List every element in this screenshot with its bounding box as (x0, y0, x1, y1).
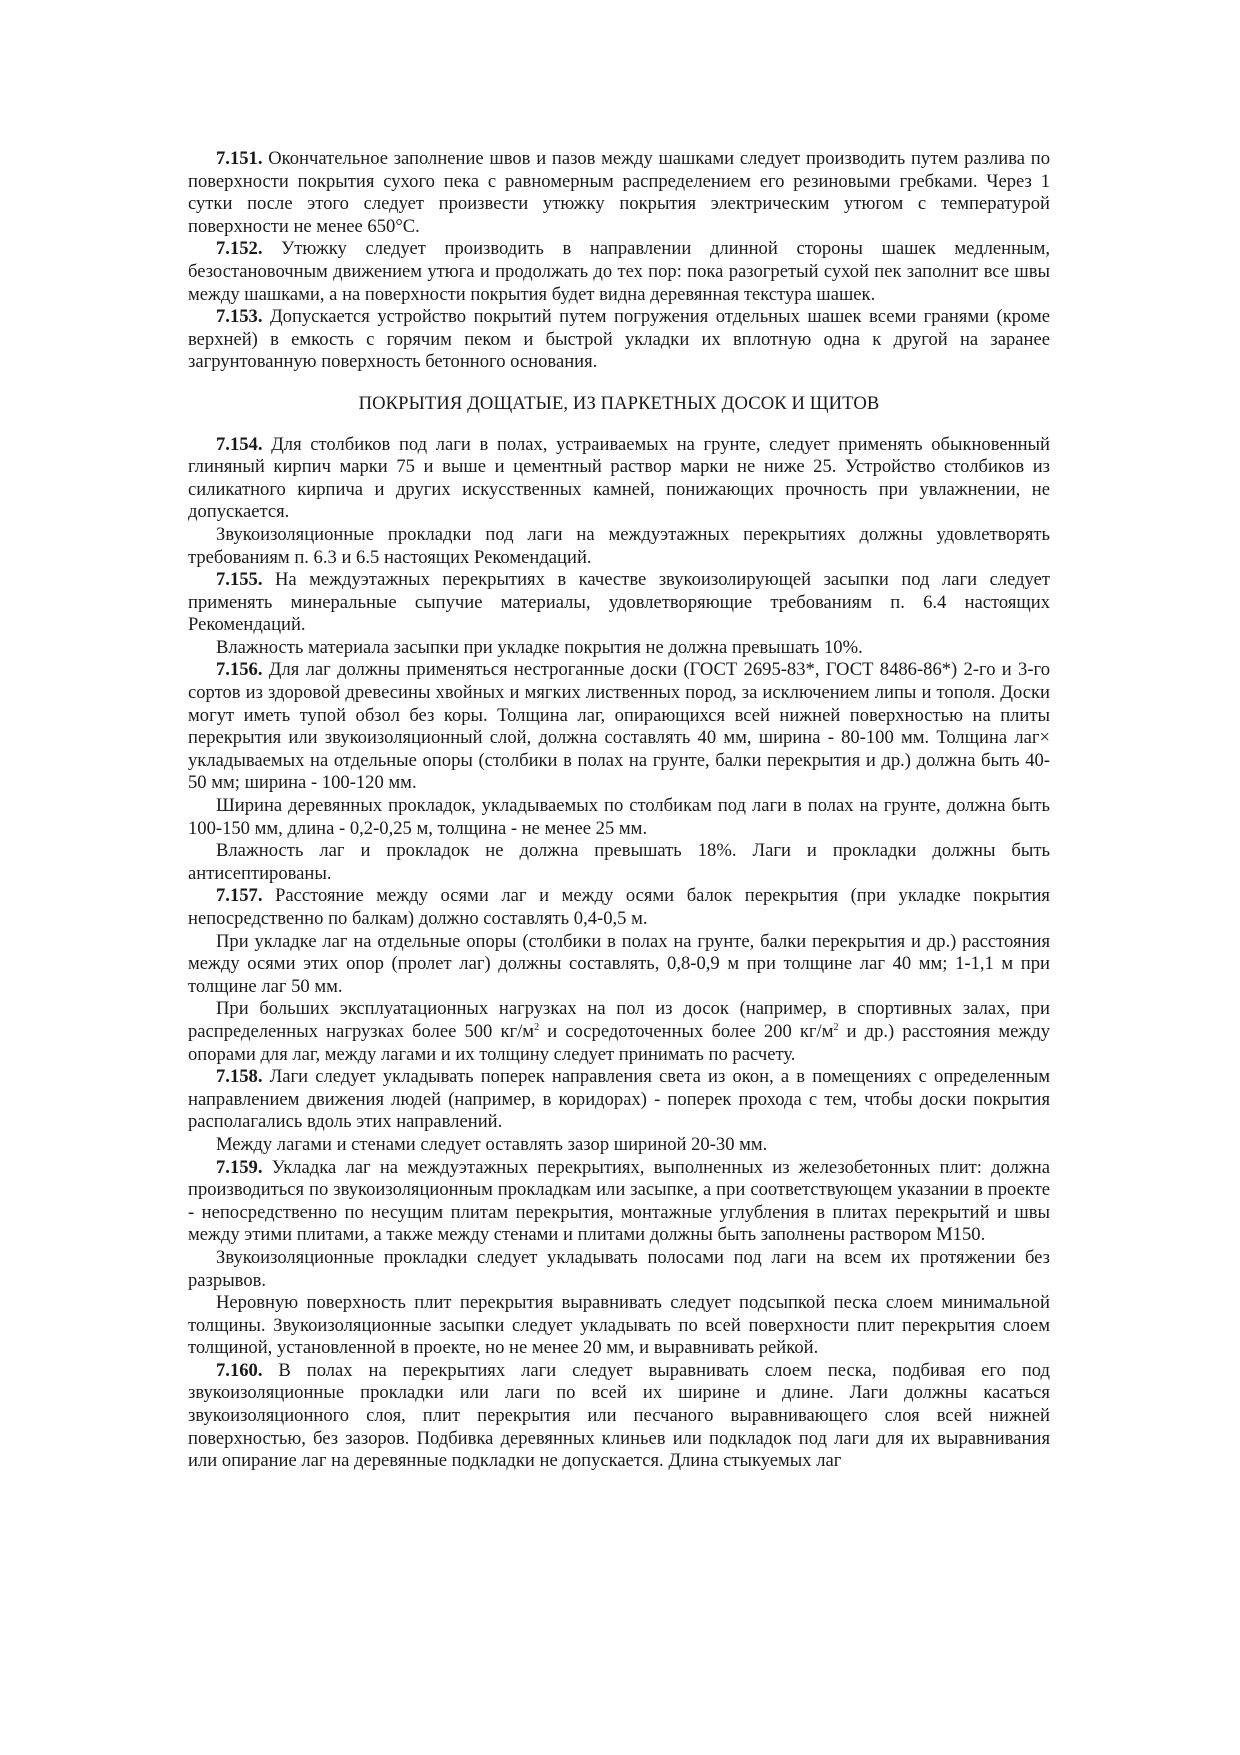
paragraph-text: Влажность материала засыпки при укладке покрытия не должна превышать 10%. (216, 636, 863, 658)
paragraph-text: Укладка лаг на междуэтажных перекрытиях, выполненных из железобетонных плит: должна производиться по звукоизоляционным прокладкам или засыпке, а при соответствующем указании в проекте - непосредственно по несущим плитам перекрытия, монтажные углубления в плитах перекрытий и швы между этими плитами, а также между стенами и плитами должны быть заполнены раствором М150. (188, 1156, 1050, 1246)
paragraph-text: При больших эксплуатационных нагрузках на пол из досок (например, в спортивных залах, при распределенных нагрузках более 500 кг/м (188, 998, 1050, 1042)
paragraph-text: Неровную поверхность плит перекрытия выравнивать следует подсыпкой песка слоем минимальной толщины. Звукоизоляционные засыпки следует укладывать по всей поверхности плит перекрытия слоем толщиной, установленной в проекте, но не менее 20 мм, и выравнивать рейкой. (188, 1292, 1050, 1359)
paragraph (188, 1247, 1050, 1292)
paragraph-text: Допускается устройство покрытий путем погружения отдельных шашек всеми гранями (кроме верхней) в емкость с горячим пеком и быстрой укладки их вплотную одна к другой на заранее загрунтованную поверхность бетонного основания. (188, 306, 1050, 373)
paragraph-text: При укладке лаг на отдельные опоры (столбики в полах на грунте, балки перекрытия и др.) расстояния между осями этих опор (пролет лаг) должны составлять, 0,8-0,9 м при толщине лаг 40 мм; 1-1,1 м при толщине лаг 50 мм. (188, 930, 1050, 997)
paragraph-7-153 (188, 306, 1050, 374)
paragraph-7-155 (188, 569, 1050, 637)
paragraph (188, 524, 1050, 569)
paragraph (188, 637, 1050, 660)
clause-number: 7.151. (216, 148, 263, 169)
clause-number: 7.159. (216, 1156, 263, 1178)
paragraph (188, 1292, 1050, 1360)
paragraph (188, 840, 1050, 885)
paragraph-text: Ширина деревянных прокладок, укладываемых по столбикам под лаги в полах на грунте, должна быть 100-150 мм, длина - 0,2-0,25 м, толщина - не менее 25 мм. (188, 795, 1050, 839)
paragraph-text: Для лаг должны применяться нестроганные доски (ГОСТ 2695-83*, ГОСТ 8486-86*) 2-го и 3-го сортов из здоровой древесины хвойных и мягких лиственных пород, за исключением липы и тополя. Доски могут иметь тупой обзол без коры. Толщина лаг, опирающихся всей нижней поверхностью на плиты перекрытия или звукоизоляционный слой, должна составлять 40 мм, ширина - 80-100 мм. Толщина лаг× укладываемых на отдельные опоры (столбики в полах на грунте, балки перекрытия и др.) должна быть 40-50 мм; ширина - 100-120 мм. (188, 659, 1050, 794)
paragraph-text: Окончательное заполнение швов и пазов между шашками следует производить путем разлива по поверхности покрытия сухого пека с равномерным распределением его резиновыми гребками. Через 1 сутки после этого следует произвести утюжку покрытия электрическим утюгом с температурой поверхности не менее 650°С. (188, 148, 1050, 237)
superscript: 2 (833, 1021, 839, 1033)
paragraph-7-160 (188, 1360, 1050, 1473)
paragraph-7-154 (188, 434, 1050, 524)
document-page (188, 148, 1050, 1473)
paragraph (188, 931, 1050, 999)
clause-number: 7.156. (216, 659, 263, 681)
paragraph-text: Между лагами и стенами следует оставлять зазор шириной 20-30 мм. (216, 1133, 768, 1155)
paragraph-text: Звукоизоляционные прокладки под лаги на междуэтажных перекрытиях должны удовлетворять требованиям п. 6.3 и 6.5 настоящих Рекомендаций. (188, 523, 1050, 568)
paragraph-7-158 (188, 1066, 1050, 1134)
paragraph (188, 1134, 1050, 1157)
paragraph-7-159 (188, 1157, 1050, 1247)
clause-number: 7.153. (216, 306, 263, 328)
paragraph-text: Для столбиков под лаги в полах, устраиваемых на грунте, следует применять обыкновенный глиняный кирпич марки 75 и выше и цементный раствор марки не ниже 25. Устройство столбиков из силикатного кирпича и других искусственных камней, понижающих прочность при увлажнении, не допускается. (188, 433, 1050, 523)
paragraph-text: и др.) расстояния между опорами для лаг, между лагами и их толщину следует принимать по расчету. (188, 1020, 1050, 1065)
paragraph-7-152 (188, 238, 1050, 306)
paragraph-text: На междуэтажных перекрытиях в качестве звукоизолирующей засыпки под лаги следует применять минеральные сыпучие материалы, удовлетворяющие требованиям п. 6.4 настоящих Рекомендаций. (188, 569, 1050, 636)
paragraph-7-157 (188, 885, 1050, 930)
paragraph (188, 795, 1050, 840)
paragraph-text: Утюжку следует производить в направлении длинной стороны шашек медленным, безостановочным движением утюга и продолжать до тех пор: пока разогретый сухой пек заполнит все швы между шашками, а на поверхности покрытия будет видна деревянная текстура шашек. (188, 238, 1050, 305)
paragraph-text: Звукоизоляционные прокладки следует укладывать полосами под лаги на всем их протяжении без разрывов. (188, 1246, 1050, 1291)
paragraph-text: и сосредоточенных более 200 кг/м (539, 1020, 834, 1042)
clause-number: 7.155. (216, 569, 263, 591)
paragraph-text: Влажность лаг и прокладок не должна превышать 18%. Лаги и прокладки должны быть антисептированы. (188, 840, 1050, 884)
superscript: 2 (534, 1021, 540, 1033)
clause-number: 7.154. (216, 433, 263, 455)
paragraph-text: Расстояние между осями лаг и между осями балок перекрытия (при укладке покрытия непосредственно по балкам) должно составлять 0,4-0,5 м. (188, 885, 1050, 929)
paragraph-7-156 (188, 659, 1050, 795)
clause-number: 7.152. (216, 238, 263, 260)
paragraph-text: В полах на перекрытиях лаги следует выравнивать слоем песка, подбивая его под звукоизоляционные прокладки или лаги по всей их ширине и длине. Лаги должны касаться звукоизоляционного слоя, плит перекрытия или песчаного выравнивающего слоя всей нижней поверхностью, без зазоров. Подбивка деревянных клиньев или подкладок под лаги для их выравнивания или опирание лаг на деревянные подкладки не допускается. Длина стыкуемых лаг (188, 1359, 1050, 1472)
paragraph-7-151 (188, 148, 1050, 238)
paragraph-text: Лаги следует укладывать поперек направления света из окон, а в помещениях с определенным направлением движения людей (например, в коридорах) - поперек прохода с тем, чтобы доски покрытия располагались вдоль этих направлений. (188, 1066, 1050, 1133)
clause-number: 7.157. (216, 885, 263, 907)
clause-number: 7.160. (216, 1359, 263, 1381)
clause-number: 7.158. (216, 1066, 263, 1088)
paragraph (188, 998, 1050, 1066)
section-heading: ПОКРЫТИЯ ДОЩАТЫЕ, ИЗ ПАРКЕТНЫХ ДОСОК И ЩИТОВ (358, 392, 880, 414)
